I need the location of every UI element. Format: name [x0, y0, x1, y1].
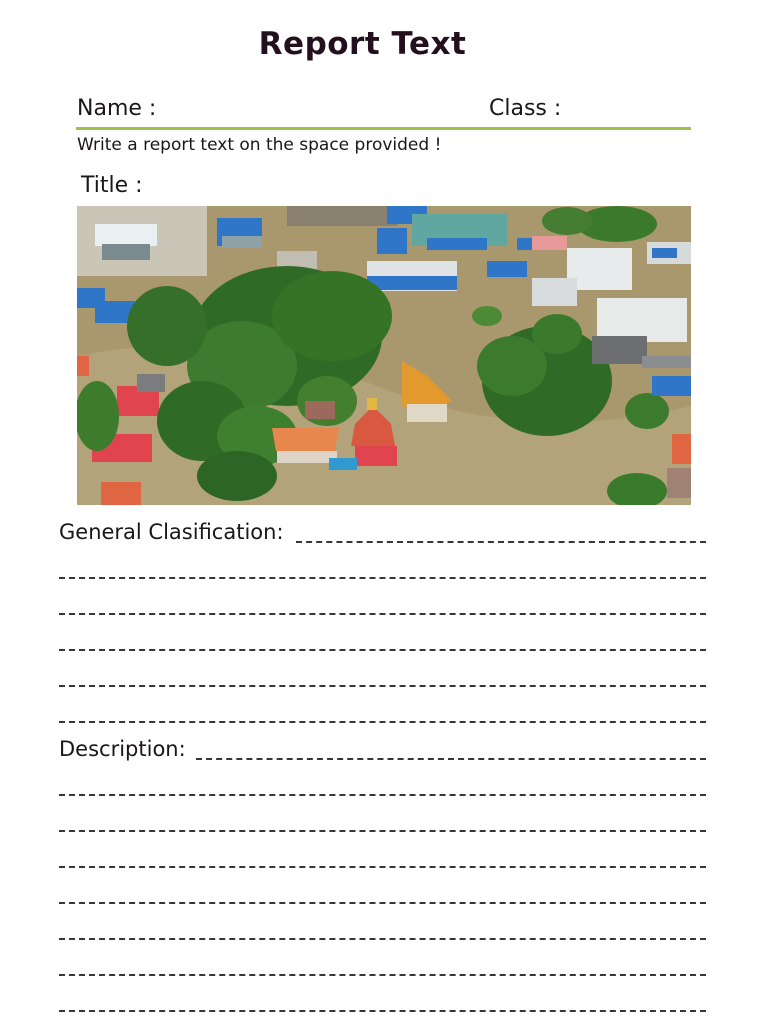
writing-line[interactable]	[59, 938, 706, 940]
header-divider	[76, 127, 691, 130]
writing-line[interactable]	[59, 794, 706, 796]
writing-line[interactable]	[59, 577, 706, 579]
writing-line[interactable]	[59, 685, 706, 687]
section-label-1: Description:	[59, 737, 186, 761]
name-label: Name :	[77, 96, 157, 121]
photo-illustration	[77, 206, 691, 505]
writing-line[interactable]	[59, 866, 706, 868]
writing-line[interactable]	[296, 541, 706, 543]
writing-line[interactable]	[59, 1010, 706, 1012]
writing-line[interactable]	[59, 974, 706, 976]
writing-line[interactable]	[59, 902, 706, 904]
writing-line[interactable]	[59, 721, 706, 723]
writing-line[interactable]	[196, 758, 706, 760]
title-field-label: Title :	[81, 173, 143, 198]
flooded-town-photo	[77, 206, 691, 505]
worksheet-title: Report Text	[258, 26, 467, 62]
writing-line[interactable]	[59, 830, 706, 832]
class-label: Class :	[489, 96, 562, 121]
writing-line[interactable]	[59, 649, 706, 651]
section-label-0: General Clasification:	[59, 520, 284, 544]
instruction-text: Write a report text on the space provided !	[77, 135, 442, 155]
writing-line[interactable]	[59, 613, 706, 615]
